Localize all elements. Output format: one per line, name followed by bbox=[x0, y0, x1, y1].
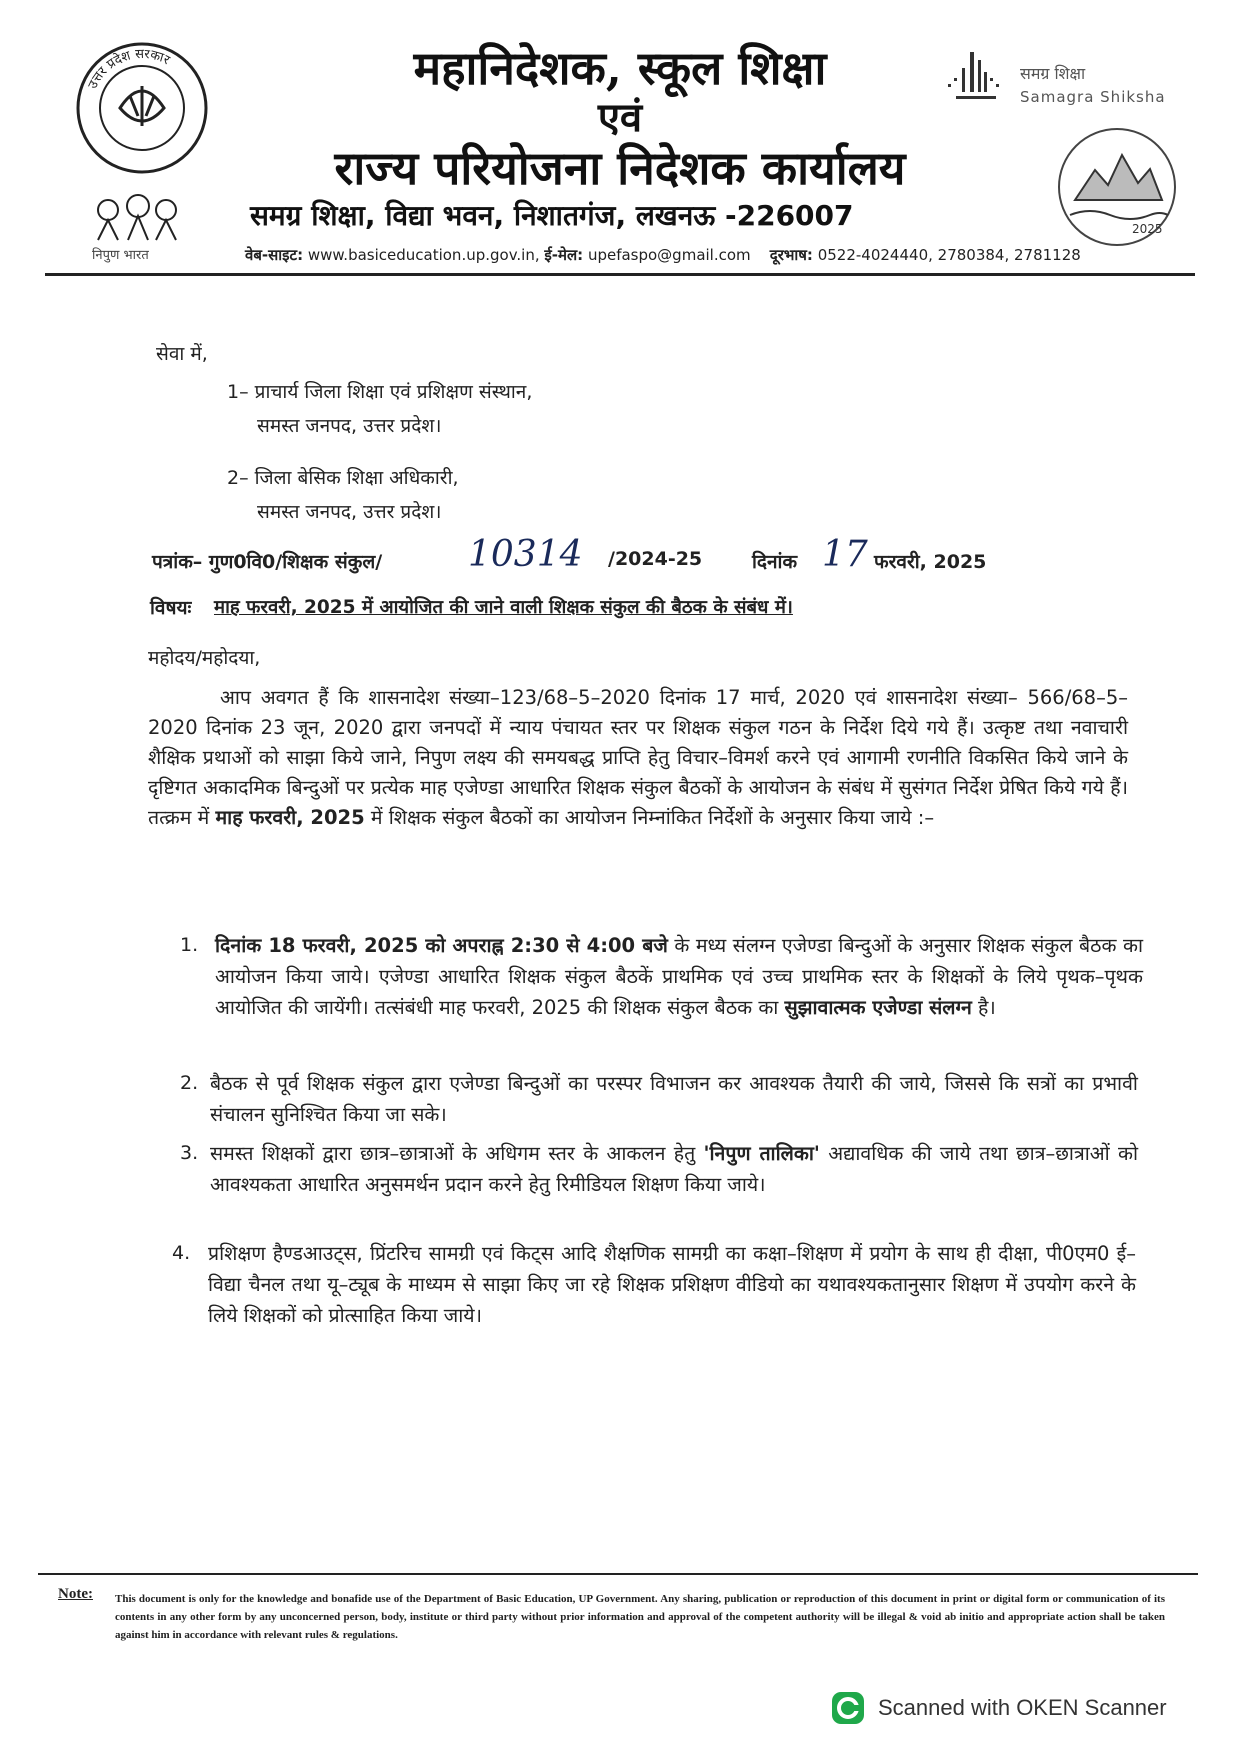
item1-bold-tail: सुझावात्मक एजेण्डा संलग्न bbox=[784, 996, 972, 1019]
item4-text: प्रशिक्षण हैण्डआउट्स, प्रिंटरिच सामग्री एवं किट्स आदि शैक्षणिक सामग्री का कक्षा–शिक्षण में प्रयोग के साथ ही दीक्षा, पी0एम0 ई–विद्या चैनल तथा यू–ट्यूब के माध्यम से साझा किए जा रहे शिक्षक प्रशिक्षण वीडियो का यथावश्यकतानुसार शिक्षण में उपयोग करने के लिये शिक्षकों को प्रोत्साहित किया जाये। bbox=[208, 1242, 1136, 1327]
phone-numbers: 0522-4024440, 2780384, 2781128 bbox=[817, 246, 1081, 264]
list-item bbox=[210, 1138, 1138, 1200]
item3-text-a: समस्त शिक्षकों द्वारा छात्र–छात्राओं के अधिगम स्तर के आकलन हेतु bbox=[210, 1142, 696, 1165]
salutation-to: सेवा में, bbox=[156, 343, 208, 365]
header-contact bbox=[245, 245, 1081, 265]
reference-number-handwritten: 10314 bbox=[468, 534, 583, 575]
list-item bbox=[210, 1068, 1138, 1130]
email-link[interactable]: upefaspo@gmail.com bbox=[587, 246, 751, 264]
recipient2-line1: 2– जिला बेसिक शिक्षा अधिकारी, bbox=[227, 467, 459, 489]
header-title-line3: राज्य परियोजना निदेशक कार्यालय bbox=[334, 141, 906, 195]
body-text-part2: में शिक्षक संकुल बैठकों का आयोजन निम्नांकित निर्देशों के अनुसार किया जाये :– bbox=[370, 806, 935, 829]
samagra-hindi-text: समग्र शिक्षा bbox=[1020, 64, 1086, 83]
date-month-year: फरवरी, 2025 bbox=[874, 551, 987, 573]
body-paragraph bbox=[148, 683, 1128, 833]
header-divider bbox=[45, 273, 1195, 276]
email-label: ई-मेल: bbox=[544, 246, 584, 264]
list-item bbox=[215, 930, 1143, 1023]
web-label: वेब-साइट: bbox=[245, 246, 304, 264]
kumbh-year: 2025 bbox=[1132, 222, 1163, 236]
nipun-bharat-caption: निपुण भारत bbox=[92, 248, 149, 263]
oken-scanner-icon bbox=[830, 1690, 866, 1726]
greeting: महोदय/महोदया, bbox=[148, 647, 261, 669]
date-day-handwritten: 17 bbox=[822, 534, 868, 575]
body-text-bold: माह फरवरी, 2025 bbox=[215, 806, 365, 829]
list-item-number: 2. bbox=[180, 1072, 199, 1094]
website-link[interactable]: www.basiceducation.up.gov.in, bbox=[307, 246, 540, 264]
item3-bold-mid: 'निपुण तालिका' bbox=[703, 1142, 820, 1165]
subject-text: माह फरवरी, 2025 में आयोजित की जाने वाली शिक्षक संकुल की बैठक के संबंध में। bbox=[214, 597, 793, 618]
subject-label: विषयः bbox=[150, 597, 192, 619]
footer-divider bbox=[38, 1573, 1198, 1575]
note-text: This document is only for the knowledge and bonafide use of the Department of Basic Education, UP Government. Any sharing, publication or reproduction of this document in print or digital form or communication of its contents in any other form by any unconcerned person, body, institute or third party without prior information and approval of the competent authority will be illegal & void ab initio and appropriate action shall be taken against him in accordance with relevant rules & regulations. bbox=[115, 1593, 1165, 1641]
recipient1-line1: 1– प्राचार्य जिला शिक्षा एवं प्रशिक्षण संस्थान, bbox=[227, 381, 533, 403]
item3-text-b: अद्यावधिक की जाये तथा छात्र–छात्राओं को आवश्यकता आधारित अनुसमर्थन प्रदान करने हेतु रिमीडियल शिक्षण किया जाये। bbox=[210, 1142, 1139, 1196]
up-emblem-text: उत्तर प्रदेश सरकार bbox=[85, 46, 172, 92]
item1-text: के मध्य संलग्न एजेण्डा बिन्दुओं के अनुसार शिक्षक संकुल बैठक का आयोजन किया जाये। एजेण्डा आधारित शिक्षक संकुल बैठकें प्राथमिक एवं उच्च प्राथमिक स्तर के शिक्षकों के लिये पृथक–पृथक आयोजित की जायेंगी। तत्संबंधी माह फरवरी, 2025 की शिक्षक संकुल बैठक का bbox=[215, 934, 1143, 1019]
recipient1-line2: समस्त जनपद, उत्तर प्रदेश। bbox=[257, 415, 442, 437]
list-item-number: 3. bbox=[180, 1142, 199, 1164]
list-item bbox=[208, 1238, 1136, 1331]
list-item-number: 4. bbox=[172, 1242, 191, 1264]
body-text-part1: आप अवगत हैं कि शासनादेश संख्या–123/68–5–2020 दिनांक 17 मार्च, 2020 एवं शासनादेश संख्या– 566/68–5–2020 दिनांक 23 जून, 2020 द्वारा जनपदों में न्याय पंचायत स्तर पर शिक्षक संकुल गठन के निर्देश दिये गये हैं। उत्कृष्ट तथा नवाचारी शैक्षिक प्रथाओं को साझा किये जाने, निपुण लक्ष्य की समयबद्ध प्राप्ति हेतु विचार–विमर्श करने एवं आगामी रणनीति विकसित किये जाने के दृष्टिगत अकादमिक बिन्दुओं पर प्रत्येक माह एजेण्डा आधारित शिक्षक संकुल बैठकों के आयोजन के संबंध में सुसंगत निर्देश प्रेषित किये गये हैं। तत्क्रम में bbox=[148, 686, 1128, 829]
scanner-watermark bbox=[830, 1690, 1167, 1726]
samagra-shiksha-logo bbox=[940, 48, 1190, 118]
list-item-number: 1. bbox=[180, 934, 199, 956]
reference-prefix: पत्रांक– गुण0वि0/शिक्षक संकुल/ bbox=[152, 551, 383, 573]
item1-bold-lead: दिनांक 18 फरवरी, 2025 को अपराह्न 2:30 से 4:00 बजे bbox=[215, 934, 668, 957]
item2-text: बैठक से पूर्व शिक्षक संकुल द्वारा एजेण्डा बिन्दुओं का परस्पर विभाजन कर आवश्यक तैयारी की जाये, जिससे कि सत्रों का प्रभावी संचालन सुनिश्चित किया जा सके। bbox=[210, 1072, 1138, 1126]
mahakumbh-logo bbox=[1050, 125, 1185, 250]
phone-label: दूरभाष: bbox=[769, 246, 813, 264]
recipient2-line2: समस्त जनपद, उत्तर प्रदेश। bbox=[257, 501, 442, 523]
header-address: समग्र शिक्षा, विद्या भवन, निशातगंज, लखनऊ -226007 bbox=[250, 199, 854, 232]
reference-year: /2024-25 bbox=[608, 548, 703, 570]
note-label: Note: bbox=[58, 1586, 93, 1602]
samagra-english-text: Samagra Shiksha bbox=[1020, 88, 1166, 106]
item1-end: है। bbox=[978, 996, 996, 1019]
header-title-line2: एवं bbox=[597, 94, 643, 141]
date-label: दिनांक bbox=[752, 551, 798, 573]
scanner-text: Scanned with OKEN Scanner bbox=[878, 1695, 1167, 1720]
header-title-line1: महानिदेशक, स्कूल शिक्षा bbox=[413, 41, 827, 95]
